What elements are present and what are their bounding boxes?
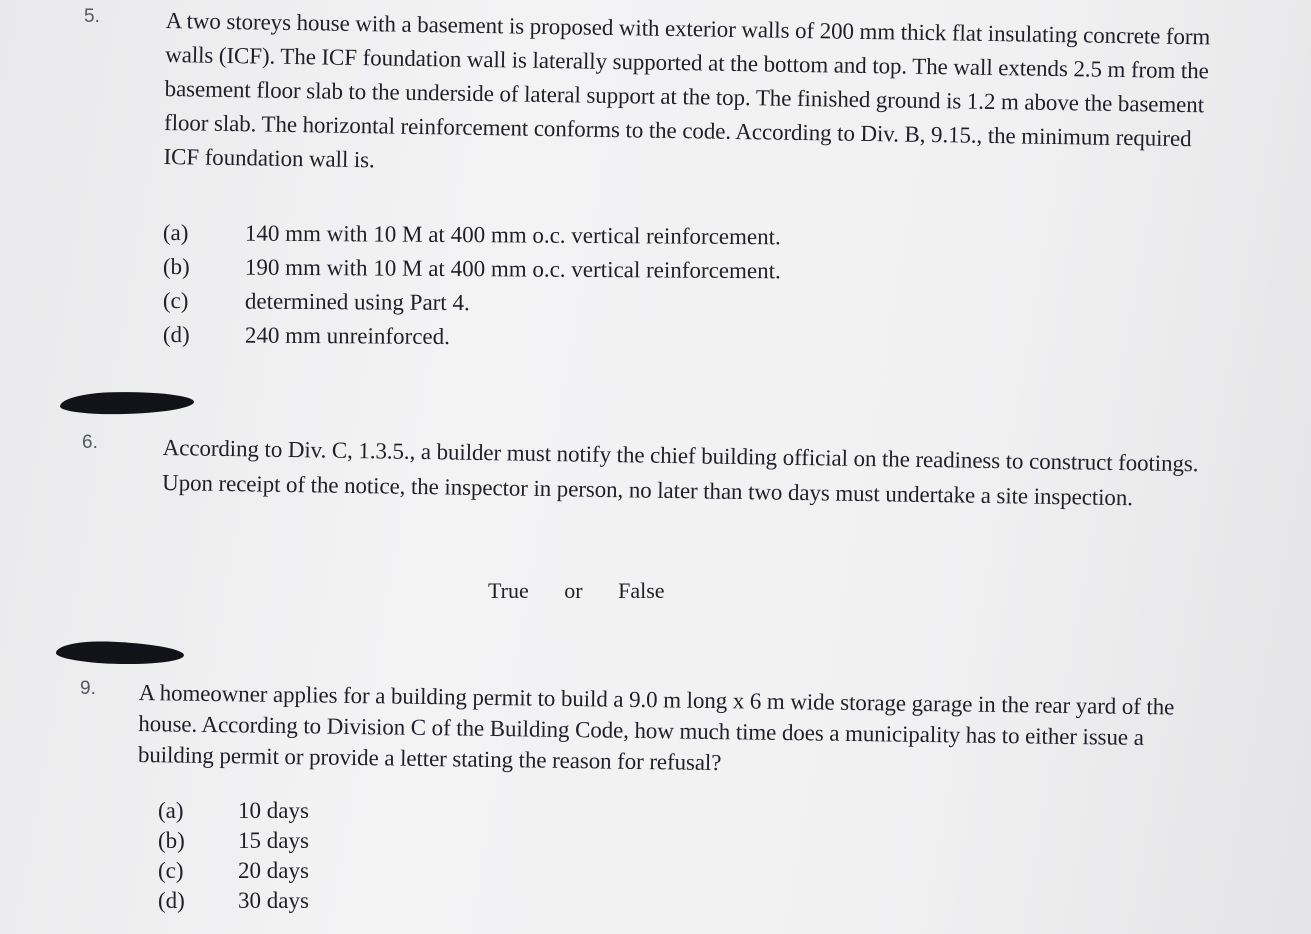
- option-text: 190 mm with 10 M at 400 mm o.c. vertical reinforcement.: [244, 254, 781, 284]
- false-option[interactable]: False: [618, 578, 665, 603]
- option-text: 140 mm with 10 M at 400 mm o.c. vertical reinforcement.: [244, 220, 781, 250]
- option-text: 20 days: [238, 858, 309, 883]
- option-c[interactable]: [163, 288, 781, 326]
- question-6-number: 6.: [82, 432, 98, 453]
- option-a[interactable]: [163, 220, 781, 258]
- option-text: 15 days: [238, 828, 309, 853]
- redaction-mark: [60, 391, 194, 415]
- question-5-text: A two storeys house with a basement is proposed with exterior walls of 200 mm thick flat insulating concrete form walls (ICF). The ICF foundation wall is laterally supported at the bottom and top. The wall extends 2.5 m from the basement floor slab to the underside of lateral support at the top. The finished ground is 1.2 m above the basement floor slab. The horizontal reinforcement conforms to the code. According to Div. B, 9.15., the minimum required ICF foundation wall is.: [163, 7, 1211, 173]
- option-letter: (a): [162, 220, 189, 246]
- or-label: or: [564, 578, 583, 603]
- option-letter: (c): [162, 288, 189, 314]
- option-c[interactable]: [158, 858, 309, 888]
- option-d[interactable]: [158, 888, 309, 918]
- option-letter: (d): [158, 888, 185, 913]
- true-false-choice: [488, 578, 665, 604]
- question-9-options: [158, 798, 309, 918]
- option-d[interactable]: [163, 322, 781, 360]
- option-b[interactable]: [158, 828, 309, 858]
- question-9-number: 9.: [80, 678, 96, 699]
- option-text: determined using Part 4.: [244, 288, 470, 316]
- true-option[interactable]: True: [488, 578, 529, 603]
- option-letter: (c): [158, 858, 184, 883]
- option-letter: (d): [162, 322, 190, 348]
- question-5-number: 5.: [84, 6, 100, 27]
- option-text: 30 days: [238, 888, 309, 913]
- option-a[interactable]: [158, 798, 309, 828]
- option-text: 10 days: [238, 798, 309, 823]
- option-letter: (a): [158, 798, 184, 823]
- redaction-mark: [56, 640, 185, 666]
- option-letter: (b): [162, 254, 190, 280]
- question-9-text: A homeowner applies for a building permit to build a 9.0 m long x 6 m wide storage garage in the rear yard of the house. According to Division C of the Building Code, how much time does a municipality has to either issue a building permit or provide a letter stating the reason for refusal?: [137, 679, 1175, 776]
- option-text: 240 mm unreinforced.: [244, 322, 451, 350]
- question-5-options: [163, 220, 781, 356]
- option-letter: (b): [158, 828, 185, 853]
- option-b[interactable]: [163, 254, 781, 292]
- question-6-text: According to Div. C, 1.3.5., a builder must notify the chief building official on the readiness to construct footings. Upon receipt of the notice, the inspector in person, no later than two days must undertake a site inspection.: [161, 434, 1199, 511]
